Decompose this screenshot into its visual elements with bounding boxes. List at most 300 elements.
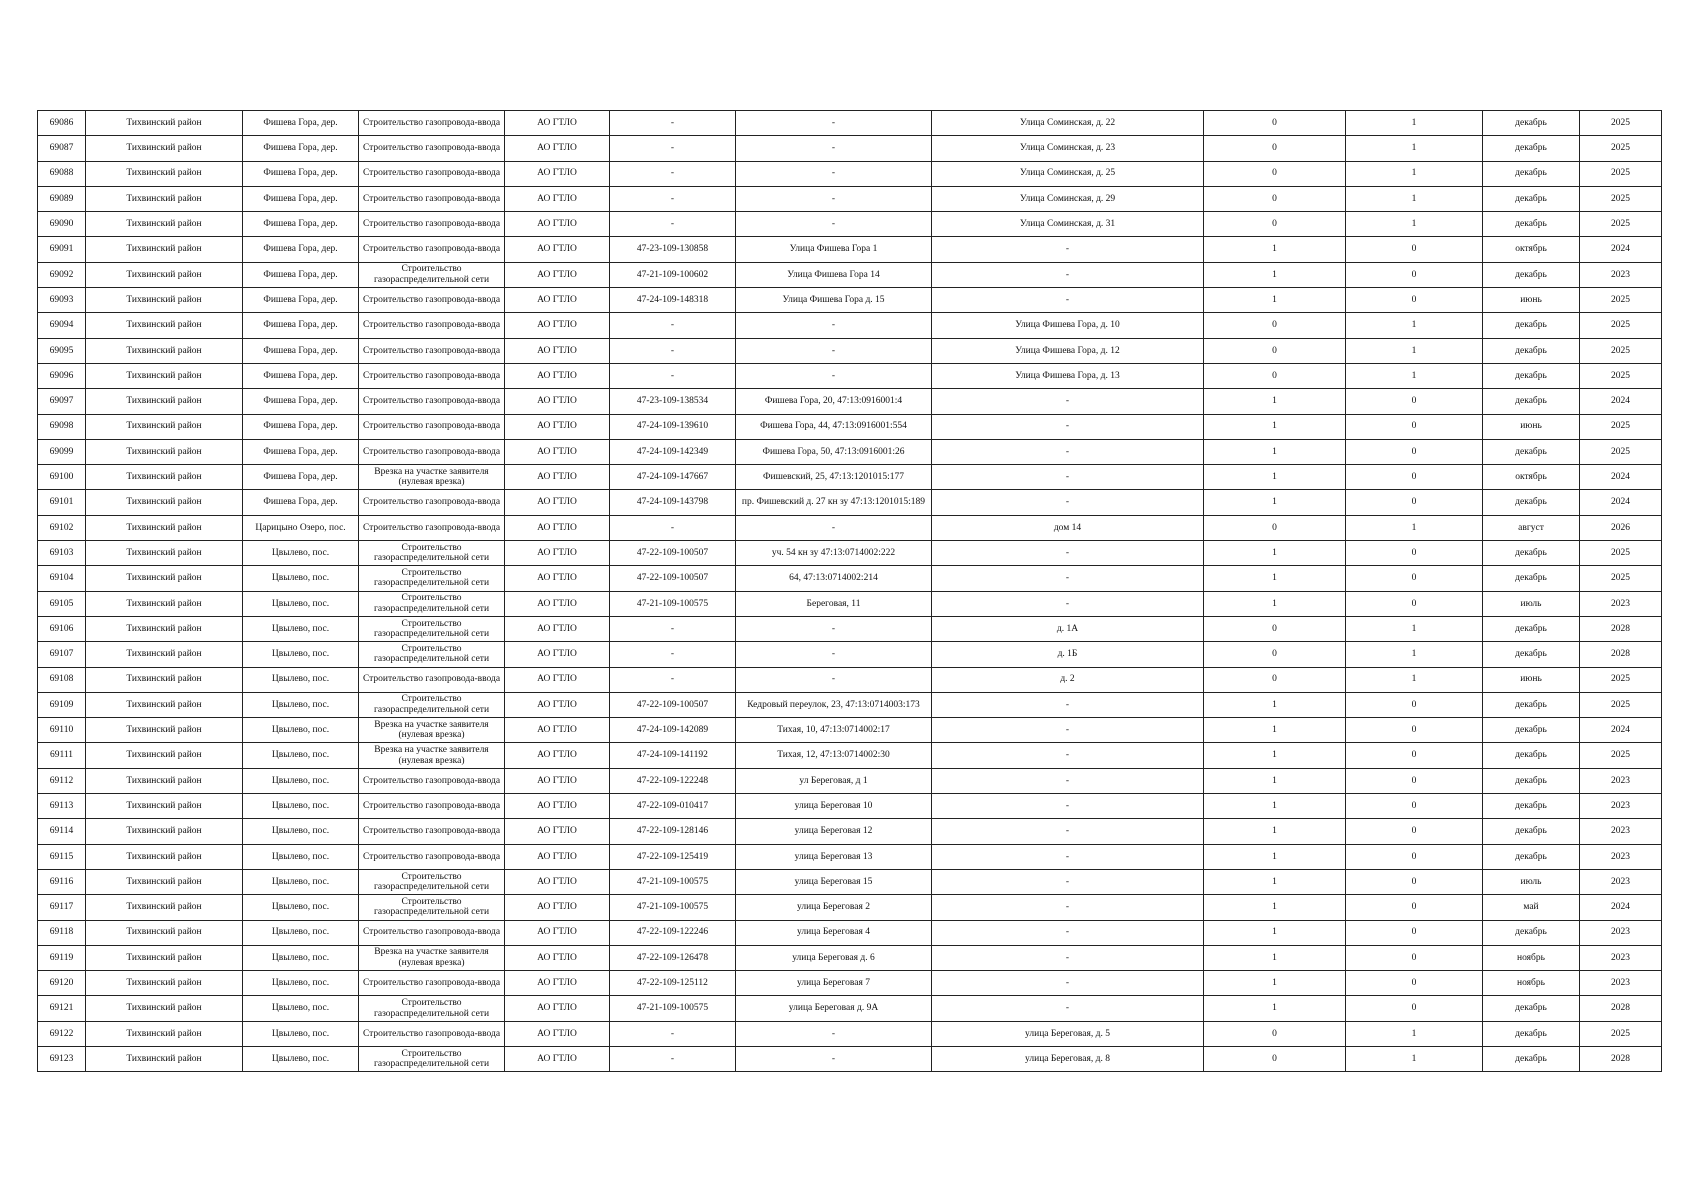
work-type-cell: Строительство газораспределительной сети [359, 1046, 505, 1071]
object-address-cell: - [736, 616, 932, 641]
completed-count-cell: 1 [1204, 490, 1346, 515]
district-cell: Тихвинский район [86, 642, 243, 667]
record-number-cell: 69095 [38, 338, 86, 363]
work-type-cell: Строительство газопровода-ввода [359, 389, 505, 414]
district-cell: Тихвинский район [86, 667, 243, 692]
organization-cell: АО ГТЛО [505, 616, 610, 641]
work-type-cell: Строительство газораспределительной сети [359, 591, 505, 616]
planned-count-cell: 1 [1346, 186, 1483, 211]
year-cell: 2023 [1580, 971, 1662, 996]
year-cell: 2023 [1580, 768, 1662, 793]
work-type-cell: Строительство газораспределительной сети [359, 895, 505, 920]
object-address-cell: уч. 54 кн зу 47:13:0714002:222 [736, 541, 932, 566]
month-cell: декабрь [1483, 490, 1580, 515]
work-type-cell: Строительство газопровода-ввода [359, 313, 505, 338]
organization-cell: АО ГТЛО [505, 718, 610, 743]
planned-address-cell: - [932, 971, 1204, 996]
settlement-cell: Фишева Гора, дер. [243, 136, 359, 161]
contract-number-cell: - [610, 186, 736, 211]
object-address-cell: улица Береговая 4 [736, 920, 932, 945]
record-number-cell: 69092 [38, 262, 86, 287]
year-cell: 2023 [1580, 794, 1662, 819]
district-cell: Тихвинский район [86, 439, 243, 464]
organization-cell: АО ГТЛО [505, 794, 610, 819]
record-number-cell: 69121 [38, 996, 86, 1021]
record-number-cell: 69122 [38, 1021, 86, 1046]
year-cell: 2024 [1580, 718, 1662, 743]
planned-count-cell: 0 [1346, 262, 1483, 287]
district-cell: Тихвинский район [86, 743, 243, 768]
planned-count-cell: 0 [1346, 794, 1483, 819]
year-cell: 2023 [1580, 262, 1662, 287]
organization-cell: АО ГТЛО [505, 111, 610, 136]
settlement-cell: Фишева Гора, дер. [243, 363, 359, 388]
planned-address-cell: - [932, 389, 1204, 414]
planned-count-cell: 1 [1346, 161, 1483, 186]
planned-address-cell: - [932, 262, 1204, 287]
year-cell: 2025 [1580, 414, 1662, 439]
month-cell: декабрь [1483, 692, 1580, 717]
month-cell: декабрь [1483, 642, 1580, 667]
table-row [38, 1021, 1662, 1046]
district-cell: Тихвинский район [86, 616, 243, 641]
month-cell: декабрь [1483, 743, 1580, 768]
contract-number-cell: 47-21-109-100575 [610, 996, 736, 1021]
contract-number-cell: 47-22-109-122246 [610, 920, 736, 945]
year-cell: 2023 [1580, 844, 1662, 869]
object-address-cell: - [736, 313, 932, 338]
completed-count-cell: 1 [1204, 819, 1346, 844]
work-type-cell: Строительство газопровода-ввода [359, 363, 505, 388]
table-row [38, 515, 1662, 540]
organization-cell: АО ГТЛО [505, 642, 610, 667]
settlement-cell: Фишева Гора, дер. [243, 439, 359, 464]
organization-cell: АО ГТЛО [505, 819, 610, 844]
table-row [38, 363, 1662, 388]
planned-count-cell: 1 [1346, 212, 1483, 237]
month-cell: декабрь [1483, 920, 1580, 945]
table-row [38, 161, 1662, 186]
record-number-cell: 69088 [38, 161, 86, 186]
year-cell: 2025 [1580, 439, 1662, 464]
organization-cell: АО ГТЛО [505, 363, 610, 388]
district-cell: Тихвинский район [86, 313, 243, 338]
planned-count-cell: 0 [1346, 920, 1483, 945]
year-cell: 2025 [1580, 338, 1662, 363]
planned-address-cell: улица Береговая, д. 5 [932, 1021, 1204, 1046]
work-type-cell: Строительство газопровода-ввода [359, 338, 505, 363]
organization-cell: АО ГТЛО [505, 1046, 610, 1071]
work-type-cell: Строительство газопровода-ввода [359, 237, 505, 262]
completed-count-cell: 0 [1204, 338, 1346, 363]
completed-count-cell: 0 [1204, 136, 1346, 161]
planned-address-cell: - [932, 718, 1204, 743]
month-cell: декабрь [1483, 819, 1580, 844]
planned-count-cell: 0 [1346, 869, 1483, 894]
planned-count-cell: 0 [1346, 895, 1483, 920]
register-sheet [37, 110, 1661, 1072]
table-row [38, 971, 1662, 996]
contract-number-cell: - [610, 313, 736, 338]
contract-number-cell: 47-22-109-128146 [610, 819, 736, 844]
year-cell: 2025 [1580, 363, 1662, 388]
year-cell: 2026 [1580, 515, 1662, 540]
district-cell: Тихвинский район [86, 768, 243, 793]
year-cell: 2023 [1580, 945, 1662, 970]
organization-cell: АО ГТЛО [505, 869, 610, 894]
contract-number-cell: 47-22-109-100507 [610, 566, 736, 591]
completed-count-cell: 1 [1204, 971, 1346, 996]
completed-count-cell: 1 [1204, 920, 1346, 945]
organization-cell: АО ГТЛО [505, 945, 610, 970]
record-number-cell: 69102 [38, 515, 86, 540]
contract-number-cell: 47-22-109-126478 [610, 945, 736, 970]
table-row [38, 262, 1662, 287]
settlement-cell: Цвылево, пос. [243, 895, 359, 920]
settlement-cell: Фишева Гора, дер. [243, 111, 359, 136]
planned-count-cell: 0 [1346, 591, 1483, 616]
object-address-cell: - [736, 136, 932, 161]
completed-count-cell: 1 [1204, 895, 1346, 920]
record-number-cell: 69098 [38, 414, 86, 439]
completed-count-cell: 1 [1204, 566, 1346, 591]
district-cell: Тихвинский район [86, 692, 243, 717]
planned-address-cell: - [932, 844, 1204, 869]
work-type-cell: Строительство газораспределительной сети [359, 541, 505, 566]
organization-cell: АО ГТЛО [505, 743, 610, 768]
record-number-cell: 69113 [38, 794, 86, 819]
year-cell: 2023 [1580, 920, 1662, 945]
completed-count-cell: 1 [1204, 718, 1346, 743]
month-cell: декабрь [1483, 566, 1580, 591]
table-row [38, 111, 1662, 136]
object-address-cell: Фишева Гора, 44, 47:13:0916001:554 [736, 414, 932, 439]
organization-cell: АО ГТЛО [505, 414, 610, 439]
organization-cell: АО ГТЛО [505, 212, 610, 237]
planned-address-cell: улица Береговая, д. 8 [932, 1046, 1204, 1071]
settlement-cell: Фишева Гора, дер. [243, 465, 359, 490]
year-cell: 2025 [1580, 186, 1662, 211]
month-cell: июнь [1483, 667, 1580, 692]
table-row [38, 1046, 1662, 1071]
completed-count-cell: 1 [1204, 414, 1346, 439]
district-cell: Тихвинский район [86, 591, 243, 616]
record-number-cell: 69108 [38, 667, 86, 692]
object-address-cell: улица Береговая 7 [736, 971, 932, 996]
work-type-cell: Строительство газопровода-ввода [359, 288, 505, 313]
district-cell: Тихвинский район [86, 869, 243, 894]
object-address-cell: Тихая, 10, 47:13:0714002:17 [736, 718, 932, 743]
work-type-cell: Строительство газопровода-ввода [359, 844, 505, 869]
object-address-cell: ул Береговая, д 1 [736, 768, 932, 793]
planned-address-cell: д. 1А [932, 616, 1204, 641]
contract-number-cell: - [610, 515, 736, 540]
completed-count-cell: 1 [1204, 591, 1346, 616]
planned-count-cell: 1 [1346, 111, 1483, 136]
planned-count-cell: 0 [1346, 566, 1483, 591]
organization-cell: АО ГТЛО [505, 288, 610, 313]
object-address-cell: - [736, 363, 932, 388]
settlement-cell: Фишева Гора, дер. [243, 161, 359, 186]
planned-count-cell: 1 [1346, 136, 1483, 161]
planned-address-cell: - [932, 819, 1204, 844]
table-row [38, 566, 1662, 591]
organization-cell: АО ГТЛО [505, 996, 610, 1021]
settlement-cell: Цвылево, пос. [243, 1046, 359, 1071]
object-address-cell: Кедровый переулок, 23, 47:13:0714003:173 [736, 692, 932, 717]
object-address-cell: - [736, 1046, 932, 1071]
planned-count-cell: 0 [1346, 414, 1483, 439]
record-number-cell: 69101 [38, 490, 86, 515]
planned-address-cell: - [932, 895, 1204, 920]
contract-number-cell: 47-22-109-125419 [610, 844, 736, 869]
district-cell: Тихвинский район [86, 288, 243, 313]
planned-count-cell: 0 [1346, 288, 1483, 313]
work-type-cell: Врезка на участке заявителя (нулевая врезка) [359, 945, 505, 970]
month-cell: август [1483, 515, 1580, 540]
object-address-cell: Фишевский, 25, 47:13:1201015:177 [736, 465, 932, 490]
table-row [38, 465, 1662, 490]
year-cell: 2025 [1580, 111, 1662, 136]
year-cell: 2025 [1580, 288, 1662, 313]
contract-number-cell: 47-22-109-100507 [610, 692, 736, 717]
month-cell: декабрь [1483, 212, 1580, 237]
record-number-cell: 69090 [38, 212, 86, 237]
year-cell: 2024 [1580, 465, 1662, 490]
settlement-cell: Фишева Гора, дер. [243, 237, 359, 262]
year-cell: 2028 [1580, 616, 1662, 641]
planned-count-cell: 0 [1346, 844, 1483, 869]
table-row [38, 945, 1662, 970]
planned-count-cell: 0 [1346, 971, 1483, 996]
record-number-cell: 69120 [38, 971, 86, 996]
register-table [37, 110, 1662, 1072]
month-cell: декабрь [1483, 996, 1580, 1021]
planned-address-cell: - [932, 288, 1204, 313]
month-cell: июнь [1483, 414, 1580, 439]
district-cell: Тихвинский район [86, 237, 243, 262]
year-cell: 2025 [1580, 541, 1662, 566]
district-cell: Тихвинский район [86, 389, 243, 414]
district-cell: Тихвинский район [86, 136, 243, 161]
table-row [38, 313, 1662, 338]
planned-address-cell: д. 2 [932, 667, 1204, 692]
district-cell: Тихвинский район [86, 541, 243, 566]
year-cell: 2025 [1580, 212, 1662, 237]
completed-count-cell: 0 [1204, 363, 1346, 388]
record-number-cell: 69119 [38, 945, 86, 970]
month-cell: ноябрь [1483, 945, 1580, 970]
district-cell: Тихвинский район [86, 819, 243, 844]
completed-count-cell: 0 [1204, 212, 1346, 237]
planned-count-cell: 0 [1346, 768, 1483, 793]
organization-cell: АО ГТЛО [505, 515, 610, 540]
work-type-cell: Строительство газопровода-ввода [359, 819, 505, 844]
contract-number-cell: - [610, 616, 736, 641]
district-cell: Тихвинский район [86, 945, 243, 970]
object-address-cell: улица Береговая 13 [736, 844, 932, 869]
planned-address-cell: - [932, 541, 1204, 566]
organization-cell: АО ГТЛО [505, 237, 610, 262]
district-cell: Тихвинский район [86, 1021, 243, 1046]
planned-address-cell: Улица Фишева Гора, д. 10 [932, 313, 1204, 338]
contract-number-cell: 47-23-109-138534 [610, 389, 736, 414]
table-row [38, 844, 1662, 869]
month-cell: декабрь [1483, 389, 1580, 414]
month-cell: декабрь [1483, 262, 1580, 287]
work-type-cell: Строительство газораспределительной сети [359, 262, 505, 287]
settlement-cell: Цвылево, пос. [243, 642, 359, 667]
month-cell: декабрь [1483, 439, 1580, 464]
table-row [38, 869, 1662, 894]
month-cell: декабрь [1483, 363, 1580, 388]
work-type-cell: Строительство газораспределительной сети [359, 566, 505, 591]
planned-address-cell: Улица Соминская, д. 22 [932, 111, 1204, 136]
organization-cell: АО ГТЛО [505, 313, 610, 338]
object-address-cell: улица Береговая 2 [736, 895, 932, 920]
year-cell: 2024 [1580, 490, 1662, 515]
table-row [38, 136, 1662, 161]
district-cell: Тихвинский район [86, 212, 243, 237]
settlement-cell: Цвылево, пос. [243, 743, 359, 768]
settlement-cell: Фишева Гора, дер. [243, 414, 359, 439]
contract-number-cell: 47-24-109-142349 [610, 439, 736, 464]
table-row [38, 591, 1662, 616]
organization-cell: АО ГТЛО [505, 161, 610, 186]
district-cell: Тихвинский район [86, 515, 243, 540]
completed-count-cell: 0 [1204, 313, 1346, 338]
month-cell: декабрь [1483, 111, 1580, 136]
table-row [38, 743, 1662, 768]
contract-number-cell: 47-21-109-100575 [610, 895, 736, 920]
object-address-cell: улица Береговая 12 [736, 819, 932, 844]
year-cell: 2025 [1580, 692, 1662, 717]
record-number-cell: 69107 [38, 642, 86, 667]
contract-number-cell: - [610, 1021, 736, 1046]
completed-count-cell: 0 [1204, 667, 1346, 692]
year-cell: 2025 [1580, 161, 1662, 186]
work-type-cell: Строительство газопровода-ввода [359, 515, 505, 540]
year-cell: 2024 [1580, 237, 1662, 262]
work-type-cell: Строительство газораспределительной сети [359, 996, 505, 1021]
contract-number-cell: 47-22-109-010417 [610, 794, 736, 819]
table-row [38, 389, 1662, 414]
work-type-cell: Строительство газопровода-ввода [359, 161, 505, 186]
settlement-cell: Цвылево, пос. [243, 920, 359, 945]
organization-cell: АО ГТЛО [505, 566, 610, 591]
contract-number-cell: 47-24-109-139610 [610, 414, 736, 439]
contract-number-cell: - [610, 136, 736, 161]
settlement-cell: Цвылево, пос. [243, 768, 359, 793]
organization-cell: АО ГТЛО [505, 465, 610, 490]
record-number-cell: 69094 [38, 313, 86, 338]
settlement-cell: Цвылево, пос. [243, 541, 359, 566]
work-type-cell: Строительство газораспределительной сети [359, 616, 505, 641]
planned-address-cell: д. 1Б [932, 642, 1204, 667]
work-type-cell: Строительство газопровода-ввода [359, 1021, 505, 1046]
month-cell: октябрь [1483, 465, 1580, 490]
district-cell: Тихвинский район [86, 186, 243, 211]
organization-cell: АО ГТЛО [505, 971, 610, 996]
planned-count-cell: 0 [1346, 819, 1483, 844]
work-type-cell: Строительство газопровода-ввода [359, 136, 505, 161]
work-type-cell: Строительство газопровода-ввода [359, 111, 505, 136]
table-row [38, 338, 1662, 363]
planned-address-cell: Улица Фишева Гора, д. 13 [932, 363, 1204, 388]
contract-number-cell: 47-24-109-148318 [610, 288, 736, 313]
table-row [38, 186, 1662, 211]
table-row [38, 667, 1662, 692]
table-row [38, 642, 1662, 667]
completed-count-cell: 0 [1204, 642, 1346, 667]
year-cell: 2023 [1580, 869, 1662, 894]
object-address-cell: - [736, 515, 932, 540]
table-row [38, 616, 1662, 641]
record-number-cell: 69104 [38, 566, 86, 591]
settlement-cell: Фишева Гора, дер. [243, 338, 359, 363]
planned-count-cell: 1 [1346, 363, 1483, 388]
completed-count-cell: 1 [1204, 768, 1346, 793]
organization-cell: АО ГТЛО [505, 439, 610, 464]
completed-count-cell: 0 [1204, 515, 1346, 540]
month-cell: декабрь [1483, 1021, 1580, 1046]
work-type-cell: Строительство газопровода-ввода [359, 667, 505, 692]
planned-address-cell: Улица Соминская, д. 31 [932, 212, 1204, 237]
month-cell: декабрь [1483, 161, 1580, 186]
contract-number-cell: 47-21-109-100575 [610, 869, 736, 894]
planned-count-cell: 0 [1346, 743, 1483, 768]
work-type-cell: Строительство газопровода-ввода [359, 212, 505, 237]
organization-cell: АО ГТЛО [505, 667, 610, 692]
work-type-cell: Врезка на участке заявителя (нулевая врезка) [359, 718, 505, 743]
year-cell: 2023 [1580, 591, 1662, 616]
contract-number-cell: 47-21-109-100575 [610, 591, 736, 616]
work-type-cell: Строительство газопровода-ввода [359, 186, 505, 211]
planned-count-cell: 0 [1346, 490, 1483, 515]
record-number-cell: 69093 [38, 288, 86, 313]
object-address-cell: - [736, 212, 932, 237]
completed-count-cell: 1 [1204, 439, 1346, 464]
year-cell: 2024 [1580, 895, 1662, 920]
table-row [38, 237, 1662, 262]
month-cell: декабрь [1483, 541, 1580, 566]
work-type-cell: Строительство газопровода-ввода [359, 439, 505, 464]
record-number-cell: 69110 [38, 718, 86, 743]
organization-cell: АО ГТЛО [505, 262, 610, 287]
planned-address-cell: - [932, 414, 1204, 439]
district-cell: Тихвинский район [86, 262, 243, 287]
organization-cell: АО ГТЛО [505, 186, 610, 211]
month-cell: октябрь [1483, 237, 1580, 262]
planned-address-cell: - [932, 566, 1204, 591]
completed-count-cell: 1 [1204, 794, 1346, 819]
table-row [38, 819, 1662, 844]
planned-address-cell: - [932, 743, 1204, 768]
record-number-cell: 69091 [38, 237, 86, 262]
district-cell: Тихвинский район [86, 338, 243, 363]
district-cell: Тихвинский район [86, 414, 243, 439]
contract-number-cell: - [610, 363, 736, 388]
district-cell: Тихвинский район [86, 844, 243, 869]
table-row [38, 288, 1662, 313]
table-row [38, 439, 1662, 464]
organization-cell: АО ГТЛО [505, 490, 610, 515]
record-number-cell: 69099 [38, 439, 86, 464]
completed-count-cell: 0 [1204, 186, 1346, 211]
planned-count-cell: 1 [1346, 642, 1483, 667]
planned-address-cell: - [932, 237, 1204, 262]
month-cell: июль [1483, 869, 1580, 894]
